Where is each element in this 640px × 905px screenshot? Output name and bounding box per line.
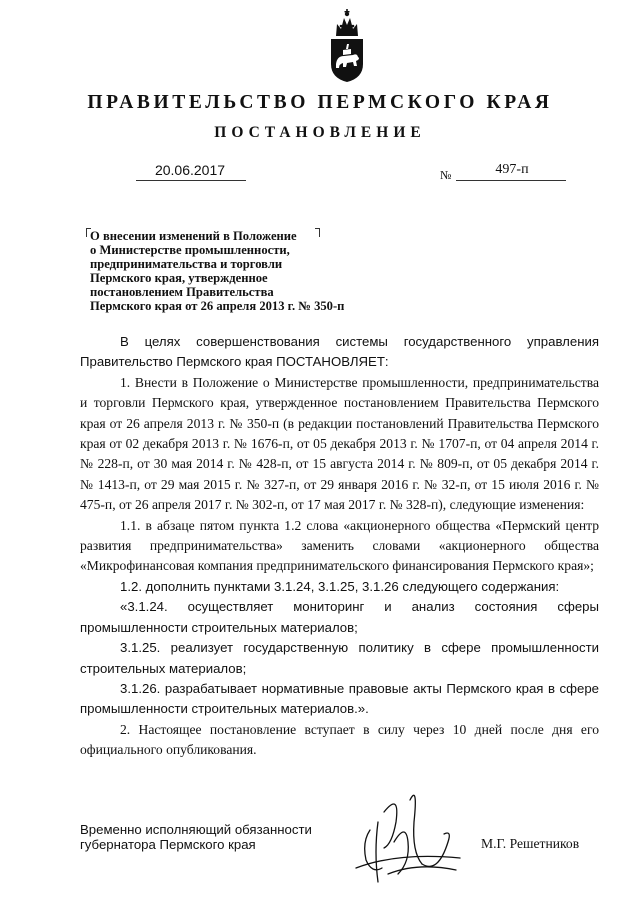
signatory-title-line: губернатора Пермского края <box>80 837 256 852</box>
document-number: 497-п <box>495 162 529 177</box>
body-paragraph: 1.2. дополнить пунктами 3.1.24, 3.1.25, 3.1.26 следующего содержания: <box>120 578 560 594</box>
number-sign: № <box>440 168 452 182</box>
document-subject <box>90 229 410 314</box>
handwritten-signature-icon <box>348 782 466 888</box>
subject-line: Пермского края, утвержденное <box>90 271 268 286</box>
body-paragraph: 1.1. в абзаце пятом пункта 1.2 слова «акционерного общества «Пермский центр развития предпринимательства» заменить словами «акционерного общества «Микрофинансовая компания предпринимательского финансирования Пермского края»; <box>80 517 599 574</box>
subject-line: О внесении изменений в Положение <box>90 229 297 243</box>
subject-line: о Министерстве промышленности, <box>90 243 290 258</box>
number-underline <box>456 180 566 181</box>
subject-line: постановлением Правительства <box>90 285 274 300</box>
document-body <box>80 332 599 761</box>
government-title: ПРАВИТЕЛЬСТВО ПЕРМСКОГО КРАЯ <box>87 92 553 113</box>
signatory-name: М.Г. Решетников <box>481 836 580 851</box>
signatory-title <box>80 822 340 852</box>
document-date: 20.06.2017 <box>154 162 226 178</box>
signatory-title-line: Временно исполняющий обязанности <box>80 822 312 837</box>
document-type: ПОСТАНОВЛЕНИЕ <box>214 124 426 141</box>
subject-line: Пермского края от 26 апреля 2013 г. № 350-п <box>90 299 345 314</box>
body-paragraph: 3.1.25. реализует государственную политику в сфере промышленности строительных материалов; <box>80 640 599 676</box>
body-paragraph: 2. Настоящее постановление вступает в силу через 10 дней после дня его официального опубликования. <box>80 721 599 758</box>
coat-of-arms-icon <box>327 6 367 84</box>
body-paragraph: В целях совершенствования системы государственного управления Правительство Пермского края ПОСТАНОВЛЯЕТ: <box>80 334 599 370</box>
date-underline <box>136 180 246 181</box>
body-paragraph: 1. Внести в Положение о Министерстве промышленности, предпринимательства и торговли Пермского края, утвержденное постановлением Правительства Пермского края от 26 апреля 2013 г. № 350-п (в редакции постановлений Правительства Пермского края от 02 декабря 2013 г. № 1676-п, от 05 декабря 2013 г. № 1707-п, от 04 апреля 2014 г. № 228-п, от 30 мая 2014 г. № 428-п, от 15 августа 2014 г. № 809-п, от 05 декабря 2014 г. № 1413-п, от 29 мая 2015 г. № 327-п, от 29 января 2016 г. № 32-п, от 15 июля 2016 г. № 475-п, от 26 апреля 2017 г. № 302-п, от 17 мая 2017 г. № 328-п), следующие изменения: <box>80 374 599 513</box>
body-paragraph: 3.1.26. разрабатывает нормативные правовые акты Пермского края в сфере промышленности строительных материалов.». <box>80 680 599 717</box>
body-paragraph: «3.1.24. осуществляет мониторинг и анализ состояния сферы промышленности строительных материалов; <box>80 599 599 635</box>
subject-line: предпринимательства и торговли <box>90 257 283 272</box>
